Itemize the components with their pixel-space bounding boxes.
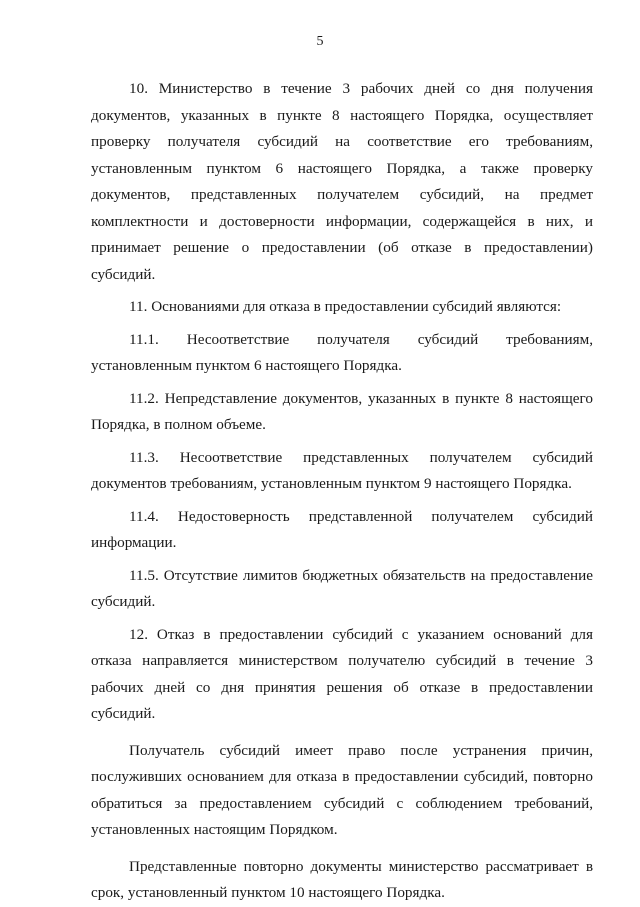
document-body [91,76,593,907]
paragraph-review-term: Представленные повторно документы министерство рассматривает в срок, установленный пунктом 10 настоящего Порядка. [91,857,593,901]
paragraph-11-1: 11.1. Несоответствие получателя субсидий требованиям, установленным пунктом 6 настоящего Порядка. [91,330,593,374]
paragraph-11: 11. Основаниями для отказа в предоставлении субсидий являются: [129,298,562,315]
paragraph-10: 10. Министерство в течение 3 рабочих дней со дня получения документов, указанных в пункте 8 настоящего Порядка, осуществляет проверку получателя субсидий на соответствие его требованиям, установленным пунктом 6 настоящего Порядка, а также проверку документов, представленных получателем субсидий, на предмет комплектности и достоверности информации, содержащейся в них, и принимает решение о предоставлении (об отказе в предоставлении) субсидий. [91,80,593,283]
paragraph-reapply: Получатель субсидий имеет право после устранения причин, послуживших основанием для отказа в предоставлении субсидий, повторно обратиться за предоставлением субсидий с соблюдением требований, установленных настоящим Порядком. [91,741,593,838]
paragraph-11-2: 11.2. Непредставление документов, указанных в пункте 8 настоящего Порядка, в полном объеме. [91,389,593,433]
paragraph-11-4: 11.4. Недостоверность представленной получателем субсидий информации. [91,507,593,551]
page-number: 5 [316,34,324,49]
paragraph-11-3: 11.3. Несоответствие представленных получателем субсидий документов требованиям, установленным пунктом 9 настоящего Порядка. [91,448,593,492]
paragraph-11-5: 11.5. Отсутствие лимитов бюджетных обязательств на предоставление субсидий. [91,566,593,610]
paragraph-12: 12. Отказ в предоставлении субсидий с указанием оснований для отказа направляется министерством получателю субсидий в течение 3 рабочих дней со дня принятия решения об отказе в предоставлении субсидий. [91,625,593,722]
